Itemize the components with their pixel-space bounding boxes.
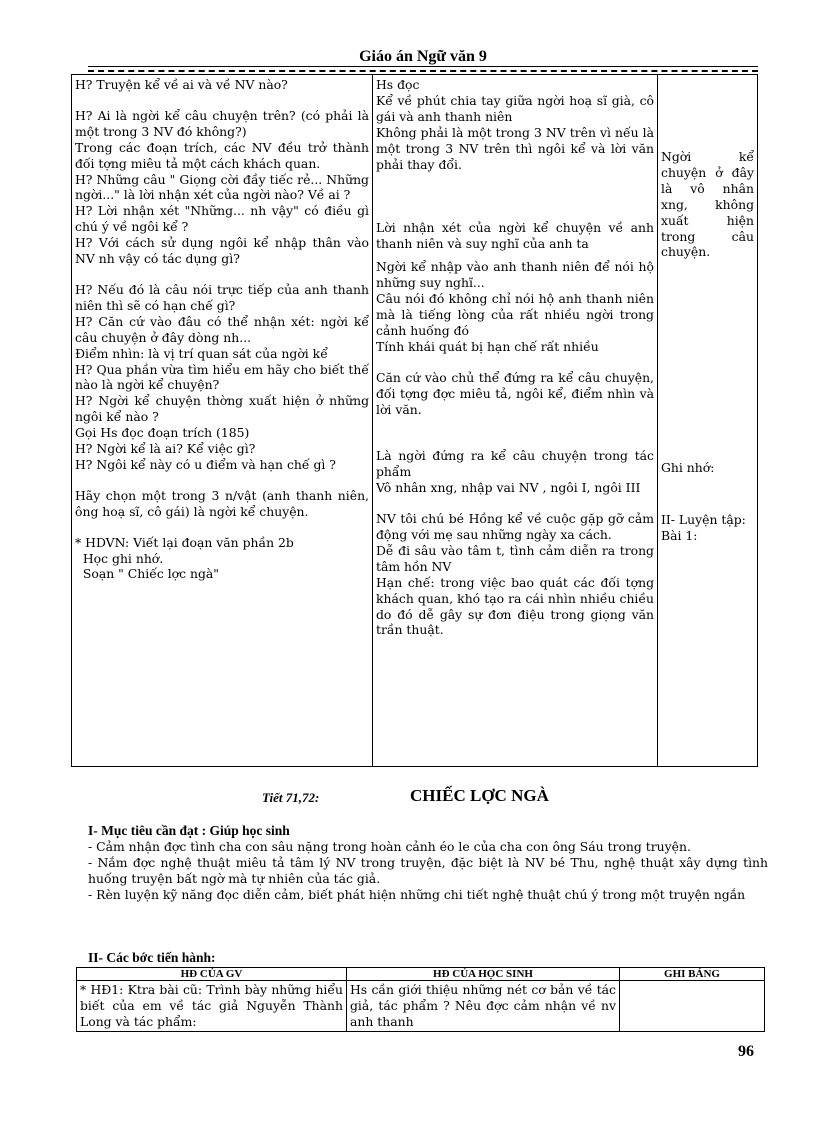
t1-c1-line: Trong các đoạn trích, các NV đều trở thành đối tợng miêu tả một cách khách quan.	[75, 139, 369, 171]
lesson-period: Tiết 71,72:	[262, 790, 320, 805]
t1-c2-line: Là ngời đứng ra kể câu chuyện trong tác phẩm	[376, 448, 654, 480]
t2-teacher-cell: * HĐ1: Ktra bài cũ: Trình bày những hiểu biết của em về tác giả Nguyễn Thành Long và tác phẩm:	[77, 981, 347, 1032]
t1-c1-line: * HDVN: Viết lại đoạn văn phần 2b	[75, 534, 294, 550]
t1-c3-line: Ghi nhớ:	[661, 460, 715, 476]
table1-teacher-column	[72, 75, 373, 767]
t1-c2-spacer	[376, 417, 654, 448]
t1-c2-spacer	[376, 172, 654, 220]
t1-c1-line: H? Căn cứ vào đâu có thể nhận xét: ngời kể câu chuyện ở đây dòng nh...	[75, 313, 369, 345]
objectives-heading: I- Mục tiêu cần đạt : Giúp học sinh	[88, 823, 290, 838]
t1-c1-spacer	[75, 93, 369, 108]
t1-c1-line: H? Qua phần vừa tìm hiểu em hãy cho biết thế nào là ngời kể chuyện?	[75, 361, 369, 393]
t1-c2-spacer	[376, 252, 654, 259]
t1-c2-line: Lời nhận xét của ngời kể chuyện về anh thanh niên và suy nghĩ của anh ta	[376, 220, 654, 252]
t1-c1-spacer	[75, 473, 369, 488]
t2-student-cell: Hs cần giới thiệu những nét cơ bản về tác giả, tác phẩm ? Nêu đợc cảm nhận về nv anh thanh	[347, 981, 620, 1032]
t1-c2-spacer	[376, 496, 654, 511]
objective-item: - Nắm đợc nghệ thuật miêu tả tâm lý NV trong truyện, đặc biệt là NV bé Thu, nghệ thuật xây dựng tình huống truyện bất ngờ mà tự nhiên của tác giả.	[88, 854, 768, 886]
t2-header-board: GHI BẢNG	[620, 968, 765, 981]
lesson-table-2	[76, 967, 765, 1032]
t1-c1-line: H? Ngời kể là ai? Kể việc gì?	[75, 441, 256, 457]
t1-c2-line: Câu nói đó không chỉ nói hộ anh thanh niên mà là tiếng lòng của rất nhiều ngời trong cảnh huống đó	[376, 291, 654, 338]
t1-c1-line: Soạn " Chiếc lợc ngà"	[75, 566, 219, 582]
t1-c2-line: Căn cứ vào chủ thể đứng ra kể câu chuyện, đối tợng đợc miêu tả, ngôi kể, điểm nhìn và lời văn.	[376, 369, 654, 417]
steps-section	[88, 950, 768, 966]
t1-c1-line: Điểm nhìn: là vị trí quan sát của ngời kể	[75, 345, 328, 361]
t1-c1-line: H? Ngời kể chuyện thờng xuất hiện ở những ngôi kể nào ?	[75, 393, 369, 425]
t1-c2-line: Vô nhân xng, nhập vai NV , ngôi I, ngôi III	[376, 480, 641, 496]
lesson-title: CHIẾC LỢC NGÀ	[410, 786, 549, 805]
lesson-table-1	[71, 74, 758, 767]
table1-board-column	[658, 75, 758, 767]
t1-c2-line: Tính khái quát bị hạn chế rất nhiều	[376, 338, 599, 354]
t1-c3-line: II- Luyện tập:	[661, 512, 746, 528]
t1-c2-spacer	[376, 355, 654, 370]
t1-c2-line: NV tôi chú bé Hồng kể về cuộc gặp gỡ cảm động với mẹ sau những ngày xa cách.	[376, 511, 654, 543]
t1-c3-line: Ngời kể chuyện ở đây là vô nhân xng, không xuất hiện trong câu chuyện.	[661, 149, 754, 260]
t1-c2-line: Ngời kể nhập vào anh thanh niên để nói hộ những suy nghĩ...	[376, 259, 654, 291]
objective-item: - Cảm nhận đợc tình cha con sâu nặng trong hoàn cảnh éo le của cha con ông Sáu trong truyện.	[88, 838, 691, 854]
t1-c1-spacer	[75, 520, 369, 535]
t1-c1-line: H? Những câu " Giọng cời đầy tiếc rẻ... Những ngời..." là lời nhận xét của ngời nào? Về ai ?	[75, 171, 369, 203]
t1-c1-line: Gọi Hs đọc đoạn trích (185)	[75, 425, 250, 441]
t1-c2-line: Kể về phút chia tay giữa ngời hoạ sĩ già, cô gái và anh thanh niên	[376, 92, 654, 124]
t1-c1-line: Học ghi nhớ.	[75, 550, 164, 566]
t1-c1-spacer	[75, 267, 369, 282]
t1-c3-line: Bài 1:	[661, 528, 698, 544]
t1-c1-line: H? Nếu đó là câu nói trực tiếp của anh thanh niên thì sẽ có hạn chế gì?	[75, 281, 369, 313]
objectives-section	[88, 823, 768, 903]
objective-item: - Rèn luyện kỹ năng đọc diễn cảm, biết phát hiện những chi tiết nghệ thuật chú ý trong một truyện ngắn	[88, 886, 746, 902]
t1-c2-line: Hạn chế: trong việc bao quát các đối tợng khách quan, khó tạo ra cái nhìn nhiều chiều do đó dễ gây sự đơn điệu trong giọng văn trần thuật.	[376, 574, 654, 638]
t1-c2-line: Không phải là một trong 3 NV trên vì nếu là một trong 3 NV trên thì ngôi kể và lời văn phải thay đổi.	[376, 124, 654, 172]
t1-c1-line: H? Truyện kể về ai và về NV nào?	[75, 77, 288, 92]
table1-student-column	[373, 75, 658, 767]
page-number: 96	[738, 1043, 754, 1060]
t1-c3-spacer	[661, 77, 754, 149]
t1-c1-line: H? Với cách sử dụng ngôi kể nhập thân vào NV nh vậy có tác dụng gì?	[75, 235, 369, 267]
page-header-title: Giáo án Ngữ văn 9	[359, 48, 487, 65]
t1-c1-line: Hãy chọn một trong 3 n/vật (anh thanh niên, ông hoạ sĩ, cô gái) là ngời kể chuyện.	[75, 487, 369, 519]
header-rule	[88, 66, 758, 72]
t1-c1-line: H? Ngôi kể này có u điểm và hạn chế gì ?	[75, 456, 336, 472]
t1-c3-spacer	[661, 476, 754, 512]
t1-c2-line: Hs đọc	[376, 77, 420, 92]
t2-header-teacher: HĐ CỦA GV	[77, 968, 347, 981]
t1-c3-spacer	[661, 260, 754, 460]
t2-header-student: HĐ CỦA HỌC SINH	[347, 968, 620, 981]
t2-board-cell	[620, 981, 765, 1032]
steps-heading: II- Các bớc tiến hành:	[88, 950, 216, 965]
t1-c1-line: H? Ai là ngời kể câu chuyện trên? (có phải là một trong 3 NV đó không?)	[75, 107, 369, 139]
t1-c1-line: H? Lời nhận xét "Những... nh vậy" có điều gì chú ý về ngôi kể ?	[75, 203, 369, 235]
t1-c2-line: Dễ đi sâu vào tâm t, tình cảm diễn ra trong tâm hồn NV	[376, 542, 654, 574]
